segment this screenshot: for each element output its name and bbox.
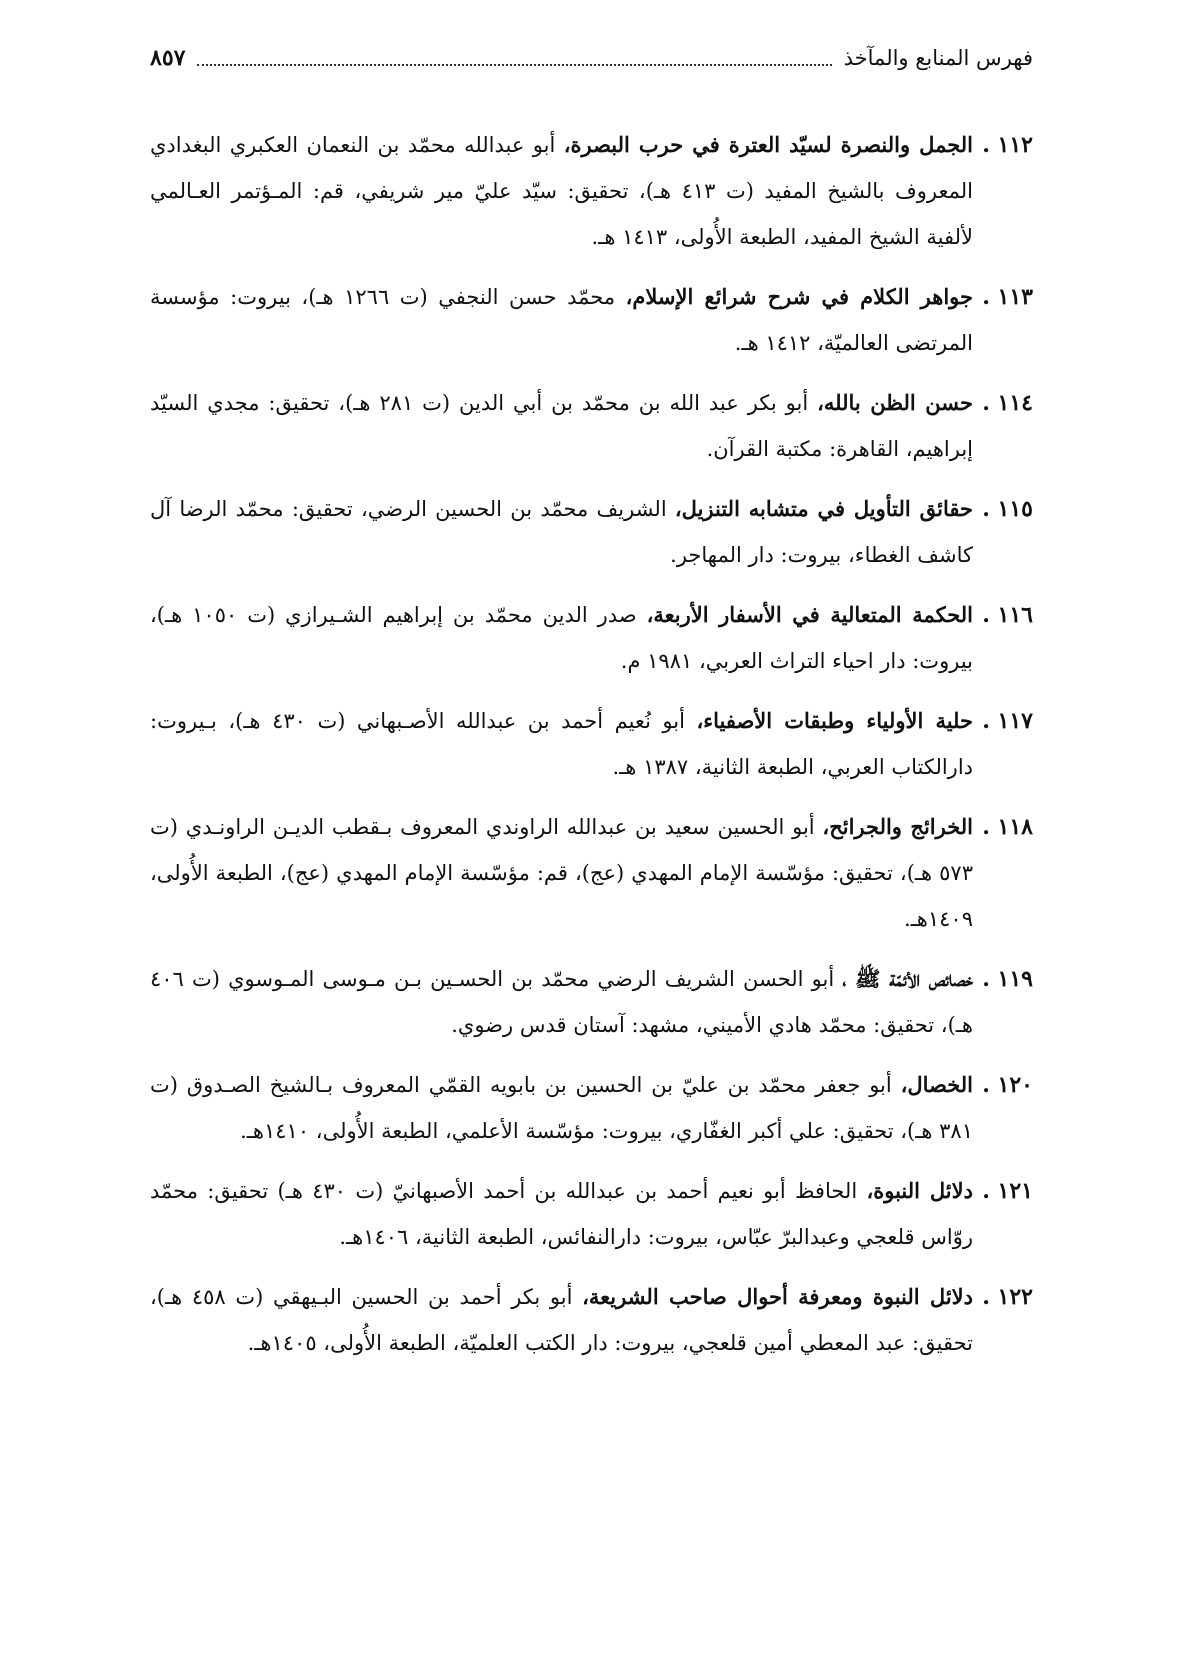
entry-text [150, 380, 973, 472]
bibliography-entry [150, 1274, 1033, 1366]
entry-title: جواهر الكلام في شرح شرائع الإسلام، [625, 284, 973, 309]
entry-details: أبو بكر أحمد بن الحسين البـيهقي (ت ٤٥٨ هـ)، تحقيق: عبد المعطي أمين قلعجي، بيروت: دار الكتب العلميّة، الطبعة الأُولى، ١٤٠٥هـ. [150, 1285, 973, 1355]
entry-text [150, 956, 973, 1048]
entry-title: الخرائج والجرائح، [822, 814, 973, 839]
entry-text [150, 274, 973, 366]
entry-details: أبو عبدالله محمّد بن النعمان العكبري البغدادي المعروف بالشيخ المفيد (ت ٤١٣ هـ)، تحقيق: سيّد عليّ مير شريفي، قم: المـؤتمر العـالمي لألفية الشيخ المفيد، الطبعة الأُولى، ١٤١٣ هـ. [150, 133, 974, 249]
entry-title: خصائص الأئمّة ﷺ ، [842, 966, 973, 991]
bibliography-entry [150, 956, 1033, 1048]
entry-title: دلائل النبوة ومعرفة أحوال صاحب الشريعة، [582, 1284, 973, 1309]
entry-text [150, 1062, 973, 1154]
entry-number: ١٢١ . [982, 1178, 1033, 1204]
entry-text [150, 1168, 973, 1260]
bibliography-entry [150, 486, 1033, 578]
entry-number: ١٢٠ . [982, 1072, 1033, 1098]
entry-number: ١١٨ . [982, 814, 1033, 840]
entry-text [150, 122, 973, 260]
dotted-leader [197, 50, 831, 66]
entry-details: أبو جعفر محمّد بن عليّ بن الحسين بن بابويه القمّي المعروف بـالشيخ الصـدوق (ت ٣٨١ هـ)، تحقيق: علي أكبر الغفّاري، بيروت: مؤسّسة الأعلمي، الطبعة الأُولى، ١٤١٠هـ. [150, 1073, 973, 1143]
running-header [150, 38, 1033, 78]
entry-text [150, 1274, 973, 1366]
entry-number: ١٢٢ . [982, 1284, 1033, 1310]
bibliography-entry [150, 274, 1033, 366]
bibliography-entry [150, 1168, 1033, 1260]
bibliography-entry [150, 122, 1033, 260]
entry-number: ١١٢ . [982, 132, 1033, 158]
entry-title: الحكمة المتعالية في الأسفار الأربعة، [646, 602, 973, 627]
entry-details: الشريف محمّد بن الحسين الرضي، تحقيق: محمّد الرضا آل كاشف الغطاء، بيروت: دار المهاجر. [150, 497, 973, 567]
entry-number: ١١٦ . [982, 602, 1033, 628]
entry-title: حقائق التأويل في متشابه التنزيل، [674, 496, 973, 521]
entry-number: ١١٩ . [982, 966, 1033, 992]
entry-details: محمّد حسن النجفي (ت ١٢٦٦ هـ)، بيروت: مؤسسة المرتضى العالميّة، ١٤١٢ هـ. [150, 285, 973, 355]
entry-number: ١١٧ . [982, 708, 1033, 734]
entry-number: ١١٣ . [982, 284, 1033, 310]
entry-details: صدر الدين محمّد بن إبراهيم الشـيرازي (ت ١٠٥٠ هـ)، بيروت: دار احياء التراث العربي، ١٩٨١ م. [150, 603, 973, 673]
bibliography-entry [150, 592, 1033, 684]
entry-text [150, 486, 973, 578]
entry-text [150, 804, 973, 942]
entry-details: أبو بكر عبد الله بن محمّد بن أبي الدين (ت ٢٨١ هـ)، تحقيق: مجدي السيّد إبراهيم، القاهرة: مكتبة القرآن. [150, 391, 973, 461]
running-header-title: فهرس المنابع والمآخذ [843, 46, 1033, 70]
entry-details: أبو الحسين سعيد بن عبدالله الراوندي المعروف بـقطب الديـن الراونـدي (ت ٥٧٣ هـ)، تحقيق: مؤسّسة الإمام المهدي (عج)، قم: مؤسّسة الإمام المهدي (عج)، الطبعة الأُولى، ١٤٠٩هـ. [150, 815, 973, 931]
entry-title: الجمل والنصرة لسيّد العترة في حرب البصرة، [563, 132, 973, 157]
bibliography-entry [150, 380, 1033, 472]
entry-title: الخصال، [900, 1072, 973, 1097]
entry-text [150, 592, 973, 684]
entry-title: حسن الظن بالله، [817, 390, 973, 415]
entry-number: ١١٥ . [982, 496, 1033, 522]
bibliography-entry [150, 804, 1033, 942]
entry-details: الحافظ أبو نعيم أحمد بن عبدالله بن أحمد الأصبهانيّ (ت ٤٣٠ هـ) تحقيق: محمّد روّاس قلعجي وعبدالبرّ عبّاس، بيروت: دارالنفائس، الطبعة الثانية، ١٤٠٦هـ. [150, 1179, 973, 1249]
page-number: ٨٥٧ [150, 45, 186, 71]
entry-details: أبو الحسن الشريف الرضي محمّد بن الحسـين بـن مـوسى المـوسوي (ت ٤٠٦ هـ)، تحقيق: محمّد هادي الأميني، مشهد: آستان قدس رضوي. [150, 967, 973, 1037]
bibliography-entry [150, 698, 1033, 790]
entry-details: أبو نُعيم أحمد بن عبدالله الأصـبهاني (ت ٤٣٠ هـ)، بـيروت: دارالكتاب العربي، الطبعة الثانية، ١٣٨٧ هـ. [150, 709, 973, 779]
entry-text [150, 698, 973, 790]
entry-title: دلائل النبوة، [866, 1178, 973, 1203]
entry-title: حلية الأولياء وطبقات الأصفياء، [696, 708, 973, 733]
bibliography-list [150, 122, 1033, 1380]
bibliography-entry [150, 1062, 1033, 1154]
entry-number: ١١٤ . [982, 390, 1033, 416]
